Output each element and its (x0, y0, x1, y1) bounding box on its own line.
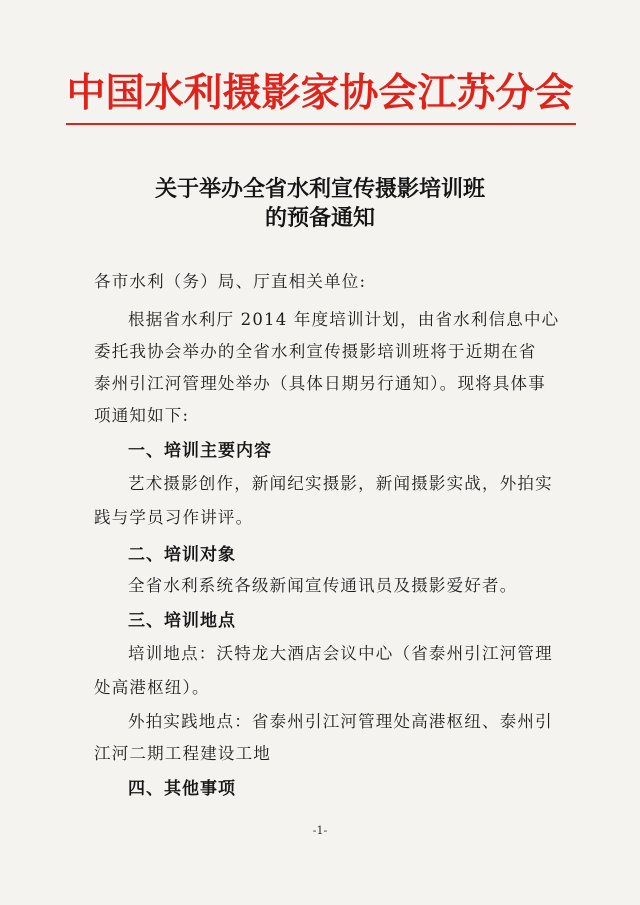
section-audience-line: 全省水利系统各级新闻宣传通讯员及摄影爱好者。 (128, 576, 518, 595)
section-heading-other: 四、其他事项 (128, 779, 236, 799)
section-heading-location: 三、培训地点 (128, 611, 236, 631)
section-heading-content: 一、培训主要内容 (128, 441, 272, 461)
intro-line: 泰州引江河管理处举办（具体日期另行通知）。现将具体事 (94, 374, 546, 393)
field-practice-line: 外拍实践地点：省泰州引江河管理处高港枢纽、泰州引 (128, 712, 553, 731)
salutation: 各市水利（务）局、厅直相关单位: (94, 272, 367, 291)
section-heading-audience: 二、培训对象 (128, 545, 236, 565)
venue-line: 处高港枢纽）。 (94, 678, 210, 697)
notice-title-line-2: 的预备通知 (264, 205, 375, 231)
section-content-line: 艺术摄影创作，新闻纪实摄影，新闻摄影实战，外拍实 (128, 474, 553, 493)
intro-line: 项通知如下: (94, 406, 190, 425)
notice-title-line-1: 关于举办全省水利宣传摄影培训班 (154, 176, 485, 202)
red-divider-rule (66, 123, 576, 125)
intro-line: 根据省水利厅 2014 年度培训计划，由省水利信息中心 (128, 310, 560, 329)
page-number: -1- (312, 824, 328, 837)
section-content-line: 践与学员习作讲评。 (94, 508, 254, 527)
organization-header: 中国水利摄影家协会江苏分会 (66, 71, 574, 116)
intro-line: 委托我协会举办的全省水利宣传摄影培训班将于近期在省 (94, 342, 537, 361)
venue-line: 培训地点：沃特龙大酒店会议中心（省泰州引江河管理 (128, 644, 553, 663)
field-practice-line: 江河二期工程建设工地 (94, 744, 271, 763)
